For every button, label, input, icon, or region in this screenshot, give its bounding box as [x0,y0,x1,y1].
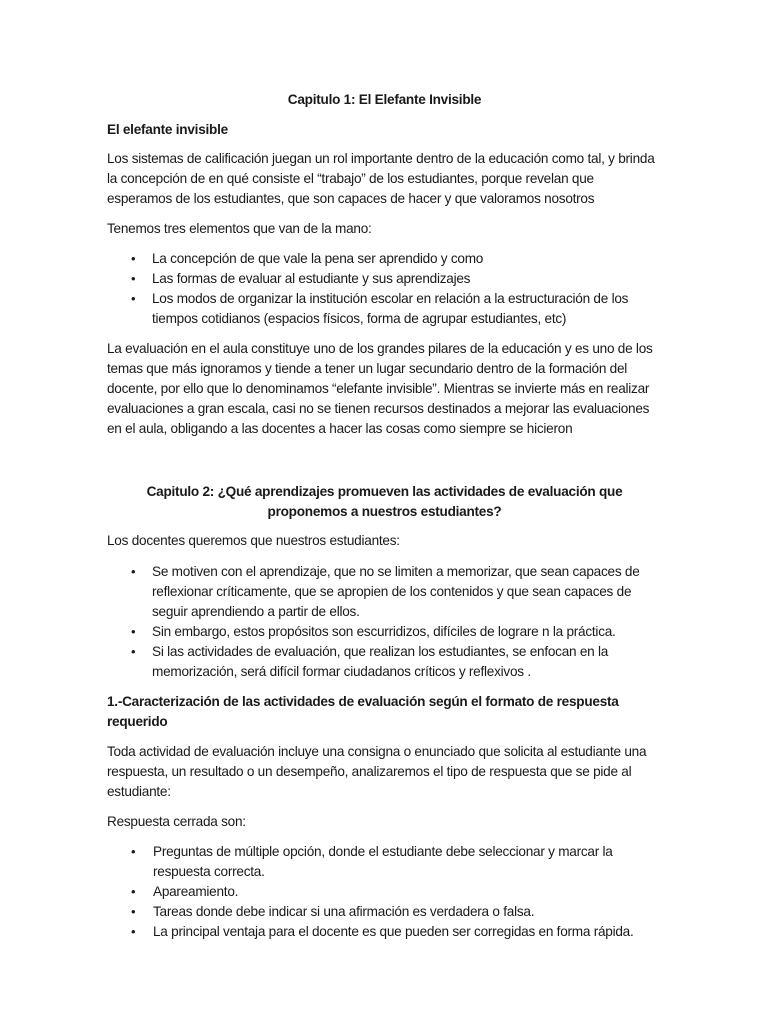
section1-paragraph: Toda actividad de evaluación incluye una consigna o enunciado que solicita al estudiante una respuesta, un resultado o un desempeño, analizaremos el tipo de respuesta que se pide al estudiante: [107,744,647,799]
chapter2-bullet-list [107,562,662,682]
bullet-icon: • [131,904,136,919]
bullet-icon: • [131,844,136,859]
bullet-icon: • [131,251,136,266]
list-item: • Preguntas de múltiple opción, donde el estudiante debe seleccionar y marcar la respuesta correcta. [131,844,613,879]
closed-response-list [107,842,662,942]
bullet-icon: • [131,924,136,939]
list-item: • Las formas de evaluar al estudiante y sus aprendizajes [107,269,662,289]
bullet-icon: • [131,291,136,306]
list-item: • Tareas donde debe indicar si una afirmación es verdadera o falsa. [107,902,662,922]
list-item: • Se motiven con el aprendizaje, que no se limiten a memorizar, que sean capaces de reflexionar críticamente, que se apropien de los contenidos y que sean capaces de seguir aprendiendo a partir de ellos. [131,564,640,619]
chapter1-bullet-list [107,249,662,329]
chapter1-paragraph-1: Los sistemas de calificación juegan un rol importante dentro de la educación como tal, y brinda la concepción de en qué consiste el “trabajo” de los estudiantes, porque revelan que esperamos de los estudiantes, que son capaces de hacer y que valoramos nosotros [107,151,655,206]
chapter1-title: Capitulo 1: El Elefante Invisible [287,92,482,107]
list-item: • Apareamiento. [107,882,662,902]
chapter1-subheading: El elefante invisible [107,122,228,137]
list-item: • Si las actividades de evaluación, que realizan los estudiantes, se enfocan en la memorización, será difícil formar ciudadanos críticos y reflexivos . [131,644,609,679]
chapter2-paragraph-1: Los docentes queremos que nuestros estudiantes: [107,533,400,548]
chapter2-title: Capitulo 2: ¿Qué aprendizajes promueven las actividades de evaluación que proponemos a nuestros estudiantes? [146,484,623,519]
list-item: • La concepción de que vale la pena ser aprendido y como [107,249,662,269]
list-item: • Sin embargo, estos propósitos son escurridizos, difíciles de lograre n la práctica. [107,622,662,642]
list-item: • La principal ventaja para el docente es que pueden ser corregidas en forma rápida. [107,922,662,942]
bullet-icon: • [131,271,136,286]
list-item: • Los modos de organizar la institución escolar en relación a la estructuración de los tiempos cotidianos (espacios físicos, forma de agrupar estudiantes, etc) [131,291,629,326]
bullet-icon: • [131,624,136,639]
bullet-icon: • [131,644,136,659]
section1-heading: 1.-Caracterización de las actividades de evaluación según el formato de respuesta requerido [107,694,619,729]
bullet-icon: • [131,564,136,579]
bullet-icon: • [131,884,136,899]
closed-response-label: Respuesta cerrada son: [107,814,246,829]
chapter1-paragraph-3: La evaluación en el aula constituye uno de los grandes pilares de la educación y es uno de los temas que más ignoramos y tiende a tener un lugar secundario dentro de la formación del docente, por ello que lo denominamos “elefante invisible”. Mientras se invierte más en realizar evaluaciones a gran escala, casi no se tienen recursos destinados a mejorar las evaluaciones en el aula, obligando a las docentes a hacer las cosas como siempre se hicieron [107,341,653,436]
chapter1-paragraph-2: Tenemos tres elementos que van de la mano: [107,221,372,236]
